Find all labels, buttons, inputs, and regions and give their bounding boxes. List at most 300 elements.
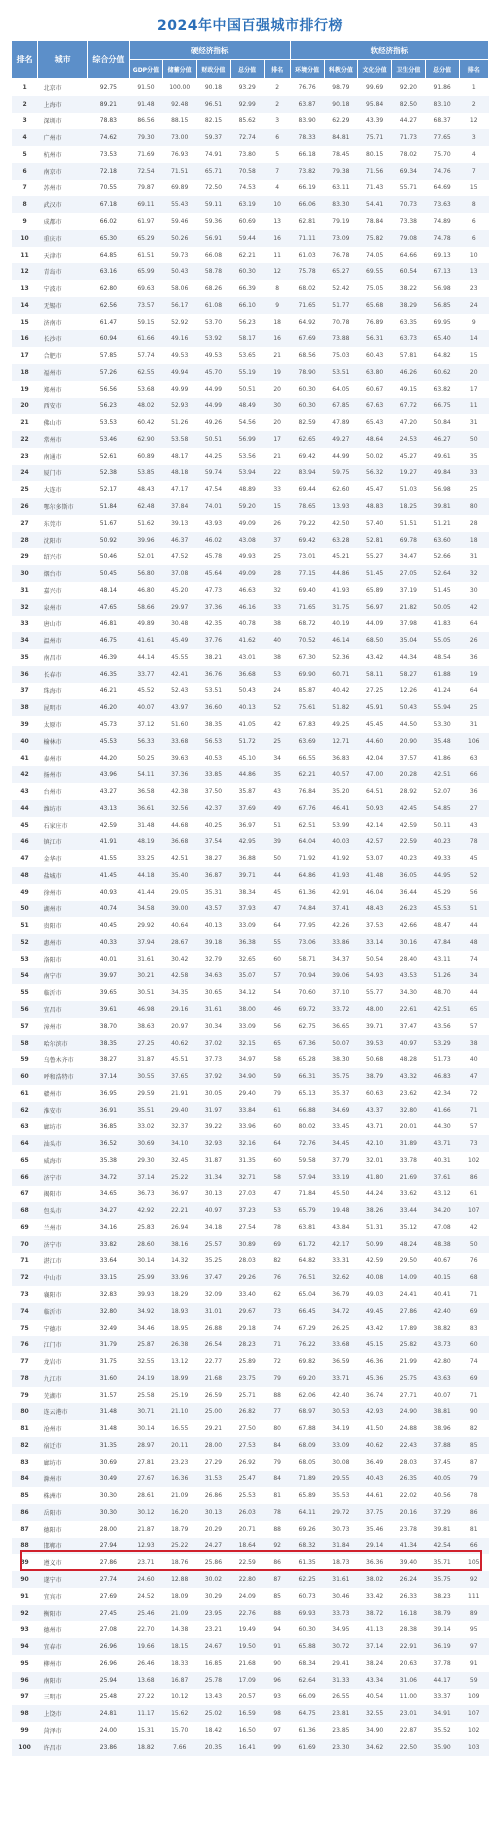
cell-total-score: 34.27 <box>88 1202 129 1219</box>
cell-rank: 100 <box>12 1739 38 1756</box>
cell-gdp-score: 27.22 <box>137 1693 155 1701</box>
cell-soft-total: 43.11 <box>433 955 451 963</box>
cell-hard-total: 31.35 <box>238 1156 256 1164</box>
cell-rank: 22 <box>12 431 38 448</box>
cell-environment-score: 66.06 <box>290 196 324 213</box>
cell-savings-score: 14.32 <box>171 1257 189 1265</box>
cell-hard-total: 53.56 <box>238 452 256 460</box>
cell-total-score: 74.62 <box>88 129 129 146</box>
cell-gdp-score: 18.82 <box>129 1739 163 1756</box>
cell-gdp-score: 65.29 <box>129 230 163 247</box>
cell-science-edu-score: 31.84 <box>324 1538 358 1555</box>
cell-science-edu-score: 42.26 <box>332 922 350 930</box>
cell-hard-rank: 16 <box>264 230 290 247</box>
cell-gdp-score: 26.46 <box>137 1659 155 1667</box>
cell-soft-rank: 64 <box>469 687 478 695</box>
cell-environment-score: 66.55 <box>298 754 316 762</box>
cell-hard-rank: 59 <box>264 1068 290 1085</box>
cell-city: 宜春市 <box>38 1638 88 1655</box>
table-row <box>12 1068 489 1085</box>
cell-soft-rank: 48 <box>459 934 489 951</box>
cell-fiscal-score: 56.53 <box>197 733 231 750</box>
cell-total-score: 45.53 <box>88 733 129 750</box>
cell-culture-score: 74.05 <box>366 251 384 259</box>
header-health: 卫生分值 <box>392 60 426 79</box>
cell-soft-rank: 111 <box>468 1592 480 1600</box>
cell-culture-score: 46.04 <box>366 888 384 896</box>
cell-culture-score: 95.84 <box>358 96 392 113</box>
cell-science-edu-score: 35.37 <box>332 1089 350 1097</box>
cell-savings-score: 18.09 <box>171 1592 189 1600</box>
cell-fiscal-score: 25.78 <box>197 1672 231 1689</box>
cell-culture-score: 42.04 <box>366 754 384 762</box>
cell-health-score: 25.82 <box>392 1336 426 1353</box>
table-row <box>12 1638 489 1655</box>
cell-rank: 49 <box>20 888 29 896</box>
cell-soft-rank: 24 <box>459 297 489 314</box>
cell-hard-rank: 11 <box>273 251 281 259</box>
cell-hard-rank: 87 <box>264 1571 290 1588</box>
cell-culture-score: 38.72 <box>358 1605 392 1622</box>
cell-savings-score: 52.92 <box>171 318 189 326</box>
cell-fiscal-score: 56.91 <box>197 230 231 247</box>
cell-rank: 64 <box>12 1135 38 1152</box>
cell-gdp-score: 30.14 <box>137 1425 155 1433</box>
cell-soft-rank: 43 <box>469 821 478 829</box>
cell-city: 柳州市 <box>43 1660 62 1668</box>
cell-total-score: 37.14 <box>88 1068 129 1085</box>
cell-health-score: 57.81 <box>399 352 417 360</box>
cell-health-score: 28.38 <box>399 1626 417 1634</box>
cell-soft-rank: 33 <box>459 465 489 482</box>
cell-hard-rank: 97 <box>273 1726 281 1734</box>
cell-rank: 86 <box>12 1504 38 1521</box>
cell-soft-total: 33.37 <box>433 1693 451 1701</box>
cell-rank: 97 <box>20 1693 29 1701</box>
cell-hard-total: 54.56 <box>238 419 256 427</box>
cell-environment-score: 64.82 <box>298 1257 316 1265</box>
cell-hard-rank: 7 <box>264 163 290 180</box>
cell-culture-score: 52.81 <box>358 532 392 549</box>
cell-fiscal-score: 21.68 <box>197 1370 231 1387</box>
cell-hard-total: 16.41 <box>230 1739 264 1756</box>
cell-fiscal-score: 37.47 <box>197 1269 231 1286</box>
cell-hard-total: 32.15 <box>230 1035 264 1052</box>
cell-gdp-score: 32.55 <box>137 1358 155 1366</box>
cell-gdp-score: 33.25 <box>137 855 155 863</box>
cell-fiscal-score: 31.34 <box>197 1169 231 1186</box>
cell-soft-rank: 107 <box>459 1705 489 1722</box>
cell-city: 福州市 <box>38 364 88 381</box>
cell-soft-rank: 72 <box>469 1089 478 1097</box>
cell-environment-score: 64.92 <box>298 318 316 326</box>
cell-soft-rank: 86 <box>459 1504 489 1521</box>
cell-hard-total: 36.68 <box>230 666 264 683</box>
cell-culture-score: 75.71 <box>358 129 392 146</box>
cell-fiscal-score: 50.51 <box>197 431 231 448</box>
cell-soft-rank: 102 <box>468 1156 480 1164</box>
cell-science-edu-score: 34.19 <box>332 1425 350 1433</box>
cell-culture-score: 80.15 <box>366 150 384 158</box>
cell-total-score: 30.30 <box>88 1504 129 1521</box>
table-row <box>12 1035 489 1052</box>
cell-soft-rank: 36 <box>469 653 478 661</box>
cell-soft-total: 38.96 <box>433 1425 451 1433</box>
cell-health-score: 22.59 <box>392 833 426 850</box>
cell-health-score: 42.66 <box>399 922 417 930</box>
cell-fiscal-score: 36.60 <box>197 699 231 716</box>
cell-hard-total: 18.64 <box>230 1538 264 1555</box>
cell-culture-score: 65.89 <box>366 586 384 594</box>
cell-hard-total: 20.57 <box>238 1693 256 1701</box>
cell-hard-rank: 53 <box>264 1202 290 1219</box>
cell-fiscal-score: 53.51 <box>204 687 223 695</box>
cell-gdp-score: 51.62 <box>137 519 155 527</box>
cell-city: 大连市 <box>43 487 62 495</box>
table-row <box>12 1085 489 1102</box>
cell-hard-total: 32.65 <box>238 955 256 963</box>
cell-rank: 83 <box>20 1458 29 1466</box>
cell-rank: 46 <box>12 833 38 850</box>
cell-science-edu-score: 49.27 <box>324 431 358 448</box>
cell-hard-rank: 84 <box>264 1437 290 1454</box>
cell-health-score: 43.53 <box>392 968 426 985</box>
cell-soft-rank: 31 <box>469 720 478 728</box>
cell-rank: 30 <box>12 565 38 582</box>
cell-environment-score: 68.97 <box>290 1403 324 1420</box>
cell-total-score: 62.80 <box>99 285 117 293</box>
cell-hard-total: 63.19 <box>230 196 264 213</box>
cell-culture-score: 53.07 <box>366 855 384 863</box>
cell-rank: 39 <box>20 720 29 728</box>
cell-health-score: 21.99 <box>399 1358 417 1366</box>
cell-soft-total: 38.79 <box>425 1605 459 1622</box>
cell-total-score: 52.38 <box>88 465 129 482</box>
cell-fiscal-score: 26.88 <box>204 1324 223 1332</box>
cell-soft-rank: 45 <box>469 855 478 863</box>
cell-total-score: 53.46 <box>88 431 129 448</box>
table-row <box>12 129 489 146</box>
cell-hard-total: 43.08 <box>230 532 264 549</box>
cell-fiscal-score: 27.29 <box>204 1458 223 1466</box>
cell-environment-score: 69.42 <box>298 452 316 460</box>
cell-city: 宁波市 <box>43 286 62 294</box>
cell-rank: 92 <box>12 1605 38 1622</box>
cell-city: 九江市 <box>38 1370 88 1387</box>
cell-soft-rank: 86 <box>459 1169 489 1186</box>
cell-culture-score: 64.51 <box>366 788 384 796</box>
cell-environment-score: 69.20 <box>290 1370 324 1387</box>
table-row <box>12 699 489 716</box>
cell-savings-score: 33.68 <box>163 733 197 750</box>
cell-gdp-score: 44.18 <box>129 867 163 884</box>
cell-soft-total: 61.88 <box>425 666 459 683</box>
cell-total-score: 63.16 <box>88 263 129 280</box>
cell-rank: 24 <box>12 465 38 482</box>
cell-savings-score: 16.55 <box>171 1425 189 1433</box>
cell-hard-total: 25.89 <box>238 1358 256 1366</box>
cell-soft-total: 35.90 <box>425 1739 459 1756</box>
cell-savings-score: 32.45 <box>171 1156 189 1164</box>
cell-hard-rank: 51 <box>273 821 281 829</box>
cell-hard-total: 70.58 <box>230 163 264 180</box>
cell-health-score: 38.29 <box>392 297 426 314</box>
cell-hard-total: 42.95 <box>230 833 264 850</box>
cell-environment-score: 63.69 <box>290 733 324 750</box>
cell-hard-rank: 6 <box>264 129 290 146</box>
cell-health-score: 38.22 <box>399 285 417 293</box>
cell-soft-rank: 7 <box>459 163 489 180</box>
table-row <box>12 1588 489 1605</box>
cell-health-score: 29.50 <box>399 1257 417 1265</box>
cell-science-edu-score: 62.29 <box>332 117 350 125</box>
cell-rank: 72 <box>12 1269 38 1286</box>
cell-city: 江门市 <box>38 1336 88 1353</box>
cell-soft-total: 54.85 <box>425 800 459 817</box>
cell-hard-rank: 16 <box>264 330 290 347</box>
cell-fiscal-score: 37.36 <box>197 599 231 616</box>
cell-environment-score: 66.31 <box>290 1068 324 1085</box>
cell-soft-rank: 74 <box>469 955 478 963</box>
cell-total-score: 46.75 <box>88 632 129 649</box>
cell-hard-rank: 50 <box>273 855 281 863</box>
cell-gdp-score: 72.54 <box>129 163 163 180</box>
cell-fiscal-score: 90.18 <box>204 83 223 91</box>
cell-gdp-score: 24.19 <box>129 1370 163 1387</box>
cell-savings-score: 47.52 <box>171 553 189 561</box>
cell-soft-total: 64.82 <box>433 352 451 360</box>
cell-environment-score: 72.76 <box>290 1135 324 1152</box>
cell-soft-rank: 64 <box>469 620 478 628</box>
cell-soft-total: 40.31 <box>433 1156 451 1164</box>
table-row <box>12 1219 489 1236</box>
cell-environment-score: 71.65 <box>290 297 324 314</box>
cell-hard-rank: 13 <box>273 218 281 225</box>
cell-soft-rank: 81 <box>469 1525 478 1533</box>
cell-soft-rank: 69 <box>459 1370 489 1387</box>
cell-city: 长春市 <box>38 666 88 683</box>
cell-science-edu-score: 33.68 <box>324 1336 358 1353</box>
cell-fiscal-score: 43.93 <box>204 519 223 527</box>
table-row <box>12 666 489 683</box>
cell-science-edu-score: 31.61 <box>324 1571 358 1588</box>
cell-gdp-score: 37.12 <box>137 720 155 728</box>
cell-culture-score: 37.53 <box>366 922 384 930</box>
cell-fiscal-score: 33.85 <box>197 766 231 783</box>
cell-total-score: 73.53 <box>99 150 117 158</box>
cell-fiscal-score: 23.21 <box>204 1626 223 1634</box>
cell-soft-total: 51.73 <box>433 1056 451 1064</box>
cell-hard-total: 40.78 <box>238 620 256 628</box>
cell-savings-score: 32.56 <box>163 800 197 817</box>
cell-hard-rank: 21 <box>273 352 281 360</box>
cell-health-score: 20.63 <box>399 1659 417 1667</box>
cell-environment-score: 60.73 <box>298 1592 316 1600</box>
cell-science-edu-score: 46.41 <box>324 800 358 817</box>
cell-culture-score: 57.40 <box>366 519 384 527</box>
table-row <box>12 1538 489 1555</box>
cell-health-score: 28.40 <box>399 955 417 963</box>
cell-health-score: 55.71 <box>399 184 417 192</box>
table-row <box>12 247 489 264</box>
cell-rank: 33 <box>20 620 29 628</box>
cell-soft-rank: 35 <box>469 452 478 460</box>
cell-hard-rank: 98 <box>264 1705 290 1722</box>
cell-hard-rank: 73 <box>264 1303 290 1320</box>
cell-science-edu-score: 51.82 <box>324 699 358 716</box>
cell-gdp-score: 37.94 <box>129 934 163 951</box>
cell-gdp-score: 36.61 <box>129 800 163 817</box>
cell-health-score: 47.20 <box>399 419 417 427</box>
cell-soft-rank: 1 <box>471 83 476 91</box>
cell-fiscal-score: 34.63 <box>197 968 231 985</box>
cell-soft-rank: 97 <box>459 1638 489 1655</box>
cell-fiscal-score: 37.02 <box>197 1035 231 1052</box>
cell-gdp-score: 27.25 <box>129 1035 163 1052</box>
table-row <box>12 1169 489 1186</box>
cell-hard-rank: 28 <box>264 565 290 582</box>
cell-science-edu-score: 46.14 <box>324 632 358 649</box>
cell-hard-rank: 79 <box>273 1089 281 1097</box>
cell-savings-score: 53.58 <box>163 431 197 448</box>
cell-total-score: 65.30 <box>88 230 129 247</box>
cell-fiscal-score: 39.18 <box>197 934 231 951</box>
cell-rank: 38 <box>12 699 38 716</box>
cell-science-edu-score: 78.45 <box>332 150 350 158</box>
cell-hard-rank: 32 <box>273 586 281 594</box>
cell-savings-score: 30.48 <box>171 620 189 628</box>
cell-health-score: 78.02 <box>399 150 417 158</box>
cell-environment-score: 69.82 <box>298 1358 316 1366</box>
cell-health-score: 60.54 <box>392 263 426 280</box>
cell-rank: 3 <box>22 117 27 125</box>
cell-fiscal-score: 47.73 <box>204 586 223 594</box>
cell-soft-total: 42.54 <box>425 1538 459 1555</box>
cell-hard-total: 29.26 <box>230 1269 264 1286</box>
cell-health-score: 31.06 <box>392 1672 426 1689</box>
cell-science-edu-score: 52.42 <box>332 285 350 293</box>
cell-hard-total: 93.29 <box>238 83 256 91</box>
cell-gdp-score: 30.12 <box>129 1504 163 1521</box>
cell-environment-score: 71.65 <box>290 599 324 616</box>
cell-total-score: 50.46 <box>99 553 117 561</box>
cell-culture-score: 48.64 <box>358 431 392 448</box>
cell-rank: 9 <box>22 218 27 225</box>
cell-environment-score: 69.44 <box>298 486 316 494</box>
cell-soft-total: 43.73 <box>425 1336 459 1353</box>
cell-city: 济南市 <box>43 319 62 327</box>
cell-savings-score: 47.17 <box>171 486 189 494</box>
cell-health-score: 34.30 <box>399 989 417 997</box>
cell-culture-score: 40.54 <box>366 1693 384 1701</box>
cell-soft-rank: 105 <box>468 1559 480 1567</box>
cell-savings-score: 44.68 <box>171 821 189 829</box>
cell-city: 洛阳市 <box>43 956 62 964</box>
cell-hard-rank: 46 <box>264 1001 290 1018</box>
cell-total-score: 50.92 <box>88 532 129 549</box>
cell-science-edu-score: 23.81 <box>324 1705 358 1722</box>
cell-total-score: 30.30 <box>99 1492 117 1500</box>
cell-science-edu-score: 76.78 <box>332 251 350 259</box>
cell-hard-rank: 60 <box>273 1156 281 1164</box>
cell-city: 鄂尔多斯市 <box>38 498 88 515</box>
cell-science-edu-score: 12.71 <box>324 733 358 750</box>
cell-soft-total: 40.05 <box>425 1471 459 1488</box>
cell-rank: 74 <box>12 1303 38 1320</box>
cell-savings-score: 36.97 <box>171 1190 189 1198</box>
cell-city: 常州市 <box>38 431 88 448</box>
cell-environment-score: 61.35 <box>298 1559 316 1567</box>
cell-culture-score: 32.01 <box>366 1156 384 1164</box>
cell-health-score: 43.32 <box>392 1068 426 1085</box>
cell-soft-rank: 42 <box>469 1223 478 1231</box>
cell-soft-total: 40.15 <box>425 1269 459 1286</box>
cell-city: 南通市 <box>43 453 62 461</box>
cell-gdp-score: 25.99 <box>129 1269 163 1286</box>
cell-gdp-score: 61.97 <box>137 218 155 225</box>
cell-environment-score: 61.72 <box>290 1236 324 1253</box>
table-row <box>12 800 489 817</box>
cell-culture-score: 71.43 <box>366 184 384 192</box>
cell-rank: 99 <box>20 1726 29 1734</box>
cell-fiscal-score: 32.09 <box>204 1291 223 1298</box>
cell-culture-score: 45.45 <box>366 720 384 728</box>
cell-health-score: 24.88 <box>399 1425 417 1433</box>
cell-fiscal-score: 42.35 <box>204 620 223 628</box>
cell-science-edu-score: 34.69 <box>324 1102 358 1119</box>
cell-hard-total: 33.96 <box>238 1123 256 1131</box>
cell-culture-score: 40.43 <box>358 1471 392 1488</box>
cell-rank: 27 <box>20 519 29 527</box>
cell-culture-score: 42.14 <box>366 821 384 829</box>
cell-fiscal-score: 35.25 <box>204 1257 223 1265</box>
cell-savings-score: 34.35 <box>171 989 189 997</box>
cell-rank: 77 <box>20 1358 29 1366</box>
cell-rank: 95 <box>20 1659 29 1667</box>
cell-soft-rank: 74 <box>469 1358 478 1366</box>
cell-savings-score: 29.97 <box>163 599 197 616</box>
cell-total-score: 27.08 <box>99 1626 117 1634</box>
cell-soft-total: 41.24 <box>433 687 451 695</box>
cell-hard-rank: 58 <box>264 1169 290 1186</box>
cell-environment-score: 65.88 <box>290 1638 324 1655</box>
table-row <box>12 1487 489 1504</box>
cell-culture-score: 38.24 <box>366 1659 384 1667</box>
cell-environment-score: 68.34 <box>298 1659 316 1667</box>
cell-culture-score: 78.84 <box>366 218 384 225</box>
cell-city: 广州市 <box>38 129 88 146</box>
cell-rank: 15 <box>20 318 29 326</box>
cell-total-score: 31.79 <box>88 1336 129 1353</box>
table-row <box>12 1370 489 1387</box>
cell-savings-score: 52.43 <box>171 687 189 695</box>
cell-soft-rank: 31 <box>469 419 478 427</box>
cell-savings-score: 35.40 <box>163 867 197 884</box>
table-row <box>12 381 489 398</box>
cell-hard-total: 34.90 <box>230 1068 264 1085</box>
table-row <box>12 1605 489 1622</box>
cell-science-edu-score: 30.72 <box>324 1638 358 1655</box>
cell-soft-total: 43.71 <box>425 1135 459 1152</box>
cell-environment-score: 62.51 <box>298 821 316 829</box>
cell-hard-rank: 40 <box>264 632 290 649</box>
cell-gdp-score: 30.71 <box>129 1403 163 1420</box>
table-row <box>12 1420 489 1437</box>
cell-rank: 6 <box>12 163 38 180</box>
cell-health-score: 24.53 <box>392 431 426 448</box>
cell-culture-score: 41.48 <box>358 867 392 884</box>
cell-health-score: 49.15 <box>399 385 417 393</box>
